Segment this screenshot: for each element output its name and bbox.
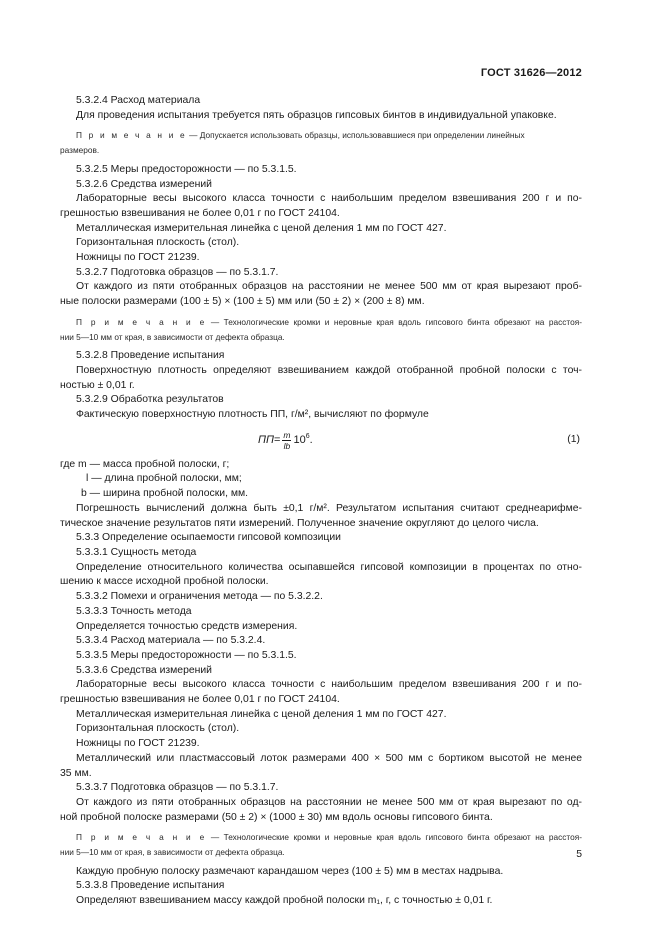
section-heading: 5.3.3 Определение осыпаемости гипсовой композиции [76,532,341,544]
paragraph-line: ностью ± 0,01 г. [60,379,135,391]
paragraph-line: Горизонтальная плоскость (стол). [76,237,240,249]
subsection-heading: 5.3.2.7 Подготовка образцов — по 5.3.1.7. [76,266,279,278]
subsection-heading: 5.3.2.9 Обработка результатов [76,394,224,406]
note-text: — Технологические кромки и неровные края вдоль гипсового бинта обрезают на расстоя- [206,316,582,327]
formula-number: (1) [567,433,580,445]
note-line: размеров. [60,145,100,156]
paragraph-line: 35 мм. [60,767,92,779]
subsection-heading: 5.3.3.8 Проведение испытания [76,880,225,892]
note-line: нии 5—10 мм от края, в зависимости от дефекта образца. [60,331,285,342]
paragraph-line: ные полоски размерами (100 ± 5) × (100 ± 5) мм или (50 ± 2) × (200 ± 8) мм. [60,296,425,308]
paragraph-line: Фактическую поверхностную плотность ПП, г/м², вычисляют по формуле [76,409,429,421]
paragraph-line: Ножницы по ГОСТ 21239. [76,252,200,264]
paragraph-line: Определяется точностью средств измерения. [76,620,298,632]
subsection-heading: 5.3.2.4 Расход материала [76,95,201,106]
note-line [60,128,582,143]
subsection-heading: 5.3.3.1 Сущность метода [76,546,197,558]
page-content [60,94,582,909]
paragraph-line: Горизонтальная плоскость (стол). [76,723,240,735]
formula-exponent: 6 [305,432,310,440]
formula-numerator: m [283,429,291,440]
variable-definition: где m — масса пробной полоски, г; [60,458,230,470]
formula-1 [60,426,582,456]
paragraph-line: Определяют взвешиванием массу каждой пробной полоски m₁, г, с точностью ± 0,01 г. [76,895,493,907]
formula-equals: = [273,434,281,447]
paragraph-line: Ножницы по ГОСТ 21239. [76,738,200,750]
paragraph-line: грешностью взвешивания не более 0,01 г по ГОСТ 24104. [60,207,340,219]
paragraph-line: грешностью взвешивания не более 0,01 г по ГОСТ 24104. [60,694,340,706]
paragraph-line: Металлическая измерительная линейка с ценой деления 1 мм по ГОСТ 427. [76,708,447,720]
subsection-heading: 5.3.3.6 Средства измерений [76,664,212,676]
variable-definition: l — длина пробной полоски, мм; [86,473,242,485]
subsection-heading: 5.3.2.8 Проведение испытания [76,350,225,362]
note-text: — Технологические кромки и неровные края вдоль гипсового бинта обрезают на расстоя- [206,832,582,843]
formula-lhs: ПП [258,434,274,447]
subsection-heading: 5.3.3.2 Помехи и ограничения метода — по 5.3.2.2. [76,591,323,603]
paragraph-line: Лабораторные весы высокого класса точности с наибольшим пределом взвешивания 200 г и по- [76,679,582,691]
paragraph-line: От каждого из пяти отобранных образцов на расстоянии не менее 500 мм от края вырезают по од- [76,796,582,808]
formula-factor: 10 [293,434,306,447]
formula-fraction [282,430,291,451]
paragraph-line: Лабораторные весы высокого класса точности с наибольшим пределом взвешивания 200 г и по- [76,193,582,205]
subsection-heading: 5.3.2.5 Меры предосторожности — по 5.3.1.5. [76,163,297,175]
paragraph-line: тическое значение результатов пяти измерений. Полученное значение округляют до целого числа. [60,517,539,529]
paragraph-line: Каждую пробную полоску размечают карандашом через (100 ± 5) мм в местах надрыва. [76,865,504,877]
note-prefix: П р и м е ч а н и е [76,130,187,141]
note [60,830,582,859]
note-line [60,315,582,330]
note-line: нии 5—10 мм от края, в зависимости от дефекта образца. [60,847,285,858]
note-text: — Допускается использовать образцы, использовавшиеся при определении линейных [186,130,525,141]
note [60,128,582,157]
paragraph-line: От каждого из пяти отобранных образцов на расстоянии не менее 500 мм от края вырезают проб- [76,281,582,293]
page-number: 5 [576,849,582,860]
note-line [60,830,582,845]
variable-definition: b — ширина пробной полоски, мм. [81,488,249,500]
note-prefix: П р и м е ч а н и е [76,316,207,327]
paragraph-line: шению к массе исходной пробной полоски. [60,576,269,588]
subsection-heading: 5.3.3.7 Подготовка образцов — по 5.3.1.7. [76,782,279,794]
paragraph-line: Поверхностную плотность определяют взвешиванием каждой отобранной пробной полоски с точ- [76,364,582,376]
paragraph-line: Металлическая измерительная линейка с ценой деления 1 мм по ГОСТ 427. [76,222,447,234]
subsection-heading: 5.3.3.3 Точность метода [76,605,192,617]
note-prefix: П р и м е ч а н и е [76,832,207,843]
formula-tail: . [309,434,313,447]
formula-denominator: lb [283,440,291,451]
paragraph-line: Металлический или пластмассовый лоток размерами 400 × 500 мм с бортиком высотой не менее [76,752,582,764]
paragraph-line: Погрешность вычислений должна быть ±0,1 г/м². Результатом испытания считают среднеарифме- [76,502,582,514]
subsection-heading: 5.3.3.4 Расход материала — по 5.3.2.4. [76,635,266,647]
paragraph-line: ной пробной полоске размерами (50 ± 2) × (1000 ± 30) мм вдоль основы гипсового бинта. [60,811,493,823]
standard-header: ГОСТ 31626—2012 [480,67,582,79]
formula-expression [258,430,313,451]
paragraph-line: Определение относительного количества осыпавшейся гипсовой композиции в процентах по отно- [76,561,582,573]
subsection-heading: 5.3.2.6 Средства измерений [76,178,212,190]
paragraph-line: Для проведения испытания требуется пять образцов гипсовых бинтов в индивидуальной упаковке. [76,109,557,121]
subsection-heading: 5.3.3.5 Меры предосторожности — по 5.3.1.5. [76,649,297,661]
note [60,315,582,344]
